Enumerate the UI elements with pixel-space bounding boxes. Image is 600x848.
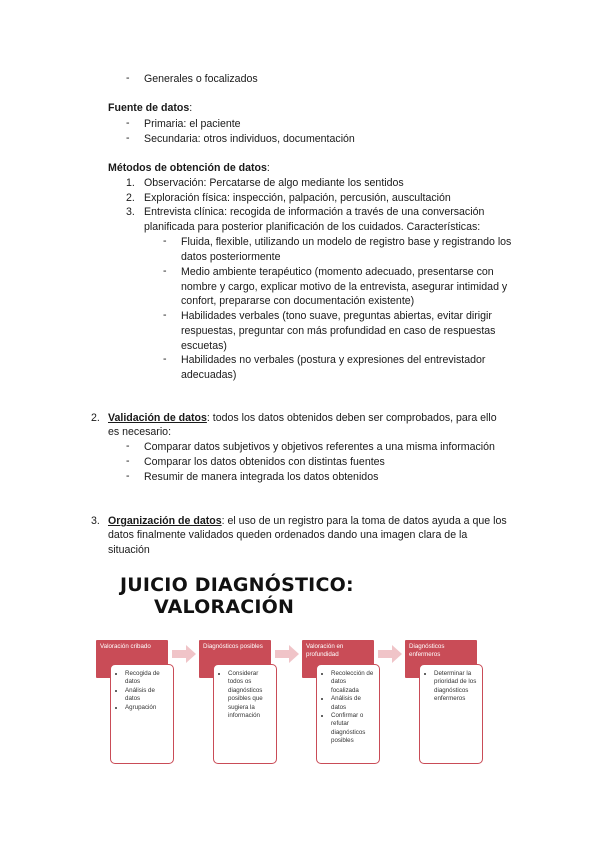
- organizacion-text: : el uso de un registro para la toma de datos ayuda a que los: [221, 515, 507, 527]
- bullet-dash: -: [126, 455, 130, 467]
- organizacion-title: Organización de datos: [108, 515, 222, 527]
- sub-item-cont: confort, prepararse con documentación existente): [181, 295, 415, 307]
- step-header: Diagnósticos posibles: [199, 640, 271, 678]
- step-header: Diagnósticos enfermeros: [405, 640, 477, 678]
- sub-item-cont: nombre y cargo, explicar motivo de la entrevista, asegurar intimidad y: [181, 281, 508, 293]
- step-bullet: • Agrupación: [125, 704, 169, 712]
- list-number: 3.: [126, 206, 135, 218]
- bullet-dash: -: [163, 353, 167, 365]
- bullet-dash: -: [126, 470, 130, 482]
- organizacion-paragraph: [108, 514, 507, 528]
- step-bullet: • Análisis de datos: [125, 687, 169, 704]
- list-number: 1.: [126, 177, 135, 189]
- step-bullet: • Determinar la prioridad de los diagnósticos enfermeros: [434, 670, 478, 704]
- fuente-item: Primaria: el paciente: [144, 118, 241, 130]
- diagram-title-line2: VALORACIÓN: [154, 596, 295, 618]
- step-details: [110, 664, 174, 764]
- arrow-right-icon: [378, 645, 402, 663]
- fuente-item: Secundaria: otros individuos, documentación: [144, 133, 355, 145]
- bullet-dash: -: [126, 72, 130, 84]
- sub-item-cont: datos posteriormente: [181, 251, 281, 263]
- bullet-dash: -: [163, 265, 167, 277]
- bullet-dash: -: [163, 309, 167, 321]
- organizacion-text-cont: situación: [108, 544, 150, 556]
- bullet-dash: -: [163, 235, 167, 247]
- list-number: 3.: [91, 515, 100, 527]
- metodos-title: Métodos de obtención de datos: [108, 162, 267, 174]
- validacion-item: Comparar datos subjetivos y objetivos referentes a una misma información: [144, 441, 495, 453]
- bullet-dash: -: [126, 440, 130, 452]
- step-details: [213, 664, 277, 764]
- sub-item: Medio ambiente terapéutico (momento adecuado, presentarse con: [181, 266, 494, 278]
- metodos-colon: :: [266, 162, 270, 174]
- sub-item: Habilidades no verbales (postura y expresiones del entrevistador: [181, 354, 486, 366]
- list-number: 2.: [126, 192, 135, 204]
- step-bullet: • Recogida de datos: [125, 670, 169, 687]
- validacion-item: Comparar los datos obtenidos con distintas fuentes: [144, 456, 385, 468]
- step-header: Valoración cribado: [96, 640, 168, 678]
- fuente-heading: [108, 101, 192, 115]
- sub-item-cont: adecuadas): [181, 369, 237, 381]
- validacion-paragraph: [108, 411, 497, 425]
- step-details: [419, 664, 483, 764]
- arrow-right-icon: [172, 645, 196, 663]
- arrow-right-icon: [275, 645, 299, 663]
- bullet-dash: -: [126, 132, 130, 144]
- step-header: Valoración en profundidad: [302, 640, 374, 678]
- metodo-item: Entrevista clínica: recogida de información a través de una conversación: [144, 206, 485, 218]
- organizacion-text-cont: datos finalmente validados queden ordenados dando una imagen clara de la: [108, 529, 468, 541]
- metodo-item-cont: planificada para posterior planificación de los cuidados. Características:: [144, 221, 481, 233]
- validacion-text-cont: es necesario:: [108, 426, 172, 438]
- metodo-item: Exploración física: inspección, palpación, percusión, auscultación: [144, 192, 451, 204]
- generales-text: Generales o focalizados: [144, 73, 258, 85]
- fuente-colon: :: [189, 102, 193, 114]
- bullet-dash: -: [126, 117, 130, 129]
- sub-item: Fluida, flexible, utilizando un modelo de registro base y registrando los: [181, 236, 512, 248]
- step-bullet: • Recolección de datos focalizada: [331, 670, 375, 695]
- step-bullet: • Considerar todos os diagnósticos posibles que sugiera la información: [228, 670, 272, 720]
- step-details: [316, 664, 380, 764]
- sub-item-cont: escuetas): [181, 340, 227, 352]
- step-bullet: • Análisis de datos: [331, 695, 375, 712]
- fuente-title: Fuente de datos: [108, 102, 190, 114]
- diagram-title-line1: JUICIO DIAGNÓSTICO:: [120, 574, 354, 596]
- step-bullet: • Confirmar o refutar diagnósticos posibles: [331, 712, 375, 746]
- metodo-item: Observación: Percatarse de algo mediante los sentidos: [144, 177, 404, 189]
- list-number: 2.: [91, 412, 100, 424]
- metodos-heading: [108, 161, 270, 175]
- sub-item-cont: respuestas, preguntar con más profundidad en caso de respuestas: [181, 325, 496, 337]
- validacion-title: Validación de datos: [108, 412, 207, 424]
- validacion-text: : todos los datos obtenidos deben ser comprobados, para ello: [206, 412, 497, 424]
- validacion-item: Resumir de manera integrada los datos obtenidos: [144, 471, 379, 483]
- sub-item: Habilidades verbales (tono suave, preguntas abiertas, evitar dirigir: [181, 310, 492, 322]
